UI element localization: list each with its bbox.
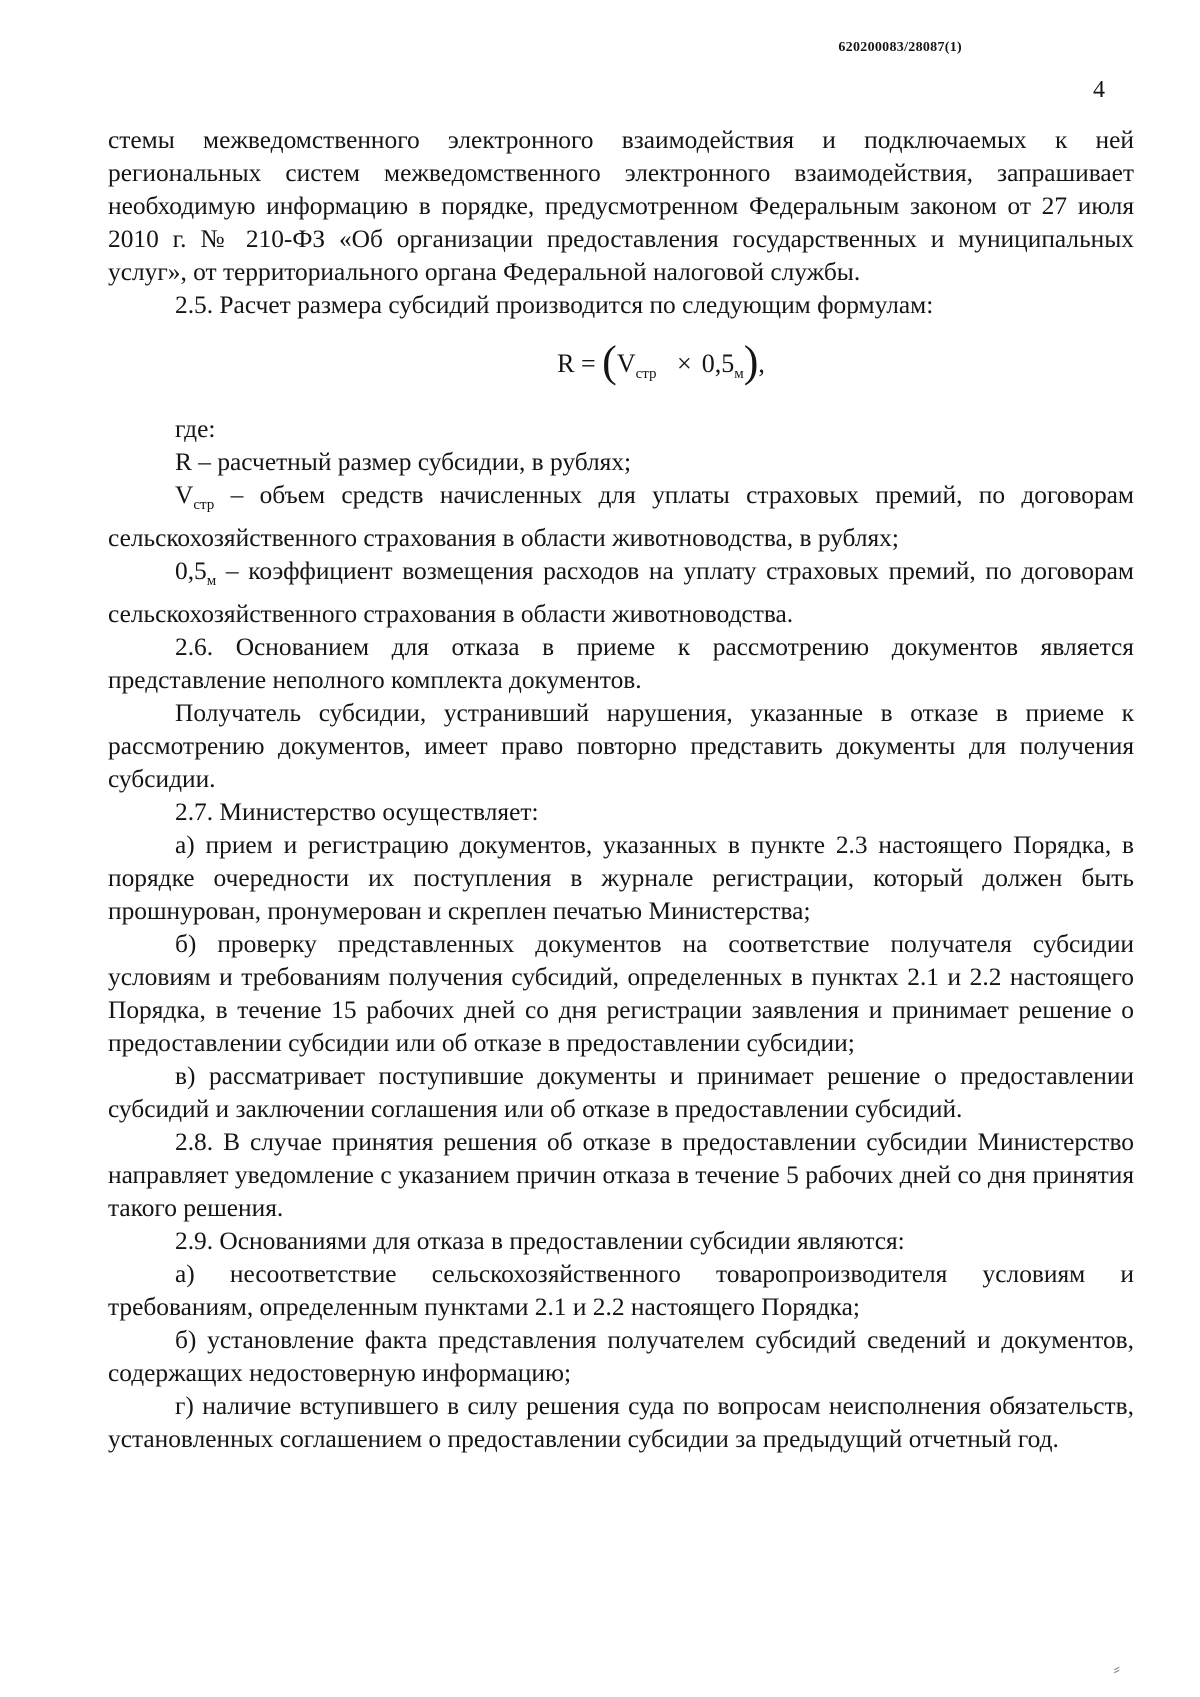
paragraph-2-5: 2.5. Расчет размера субсидий производится по следующим формулам: <box>175 291 934 319</box>
definition-v-symbol: V <box>175 481 194 509</box>
definition-k-sub: м <box>206 573 217 590</box>
page-number: 4 <box>1093 77 1105 103</box>
paragraph-2-7-v: в) рассматривает поступившие документы и принимает решение о предоставлении субсидий и заключении соглашения или об отказе в предоставлении субсидий. <box>108 1062 1134 1124</box>
paragraph-continuation: стемы межведомственного электронного взаимодействия и подключаемых к ней региональных систем межведомственного электронного взаимодействия, запрашивает необходимую информацию в порядке, предусмотренном Федеральным законом от 27 июля 2010 г. № 210-ФЗ «Об организации предоставления государственных и муниципальных услуг», от территориального органа Федеральной налоговой службы. <box>108 126 1134 286</box>
formula-v: V <box>616 349 636 378</box>
definition-k-symbol: 0,5 <box>175 557 207 586</box>
document-body <box>108 124 1134 1456</box>
definition-r: R – расчетный размер субсидии, в рублях; <box>175 448 632 476</box>
definition-k <box>108 555 1134 631</box>
formula-open-paren: ( <box>602 337 617 386</box>
paragraph-2-8: 2.8. В случае принятия решения об отказе в предоставлении субсидии Министерство направляет уведомление с указанием причин отказа в течение 5 рабочих дней со дня принятия такого решения. <box>108 1128 1134 1223</box>
definition-v-sub: стр <box>193 497 215 514</box>
paragraph-2-7: 2.7. Министерство осуществляет: <box>175 798 539 827</box>
paragraph-2-9-g: г) наличие вступившего в силу решения суда по вопросам неисполнения обязательств, установленных соглашением о предоставлении субсидии за предыдущий отчетный год. <box>108 1392 1134 1454</box>
where-label: где: <box>175 415 216 443</box>
formula-times: × <box>677 349 692 378</box>
formula-close-paren: ) <box>743 337 759 386</box>
formula-lhs: R = <box>557 349 596 378</box>
paragraph-2-7-a: а) прием и регистрацию документов, указанных в пункте 2.3 настоящего Порядка, в порядке очередности их поступления в журнале регистрации, который должен быть прошнурован, пронумерован и скреплен печатью Министерства; <box>108 831 1134 926</box>
subsidy-formula <box>108 336 1134 388</box>
formula-k-sub: м <box>734 366 744 383</box>
formula-v-sub: стр <box>635 366 657 383</box>
definition-k-text: – коэффициент возмещения расходов на уплату страховых премий, по договорам сельскохозяйственного страхования в области животноводства. <box>108 557 1134 629</box>
paragraph-2-9: 2.9. Основаниями для отказа в предоставлении субсидии являются: <box>175 1227 905 1256</box>
corner-mark-icon: ⸗ <box>1113 1658 1120 1680</box>
formula-k: 0,5 <box>701 349 735 378</box>
paragraph-2-6: 2.6. Основанием для отказа в приеме к рассмотрению документов является представление неполного комплекта документов. <box>108 633 1134 695</box>
paragraph-2-6-resubmit: Получатель субсидии, устранивший нарушения, указанные в отказе в приеме к рассмотрению документов, имеет право повторно представить документы для получения субсидии. <box>108 699 1134 794</box>
formula-tail: , <box>758 349 765 378</box>
paragraph-2-9-b: б) установление факта представления получателем субсидий сведений и документов, содержащих недостоверную информацию; <box>108 1326 1134 1388</box>
paragraph-2-7-b: б) проверку представленных документов на соответствие получателя субсидии условиям и требованиям получения субсидий, определенных в пунктах 2.1 и 2.2 настоящего Порядка, в течение 15 рабочих дней со дня регистрации заявления и принимает решение о предоставлении субсидии или об отказе в предоставлении субсидии; <box>108 930 1134 1058</box>
definition-v <box>108 479 1134 555</box>
definition-v-text: – объем средств начисленных для уплаты страховых премий, по договорам сельскохозяйственного страхования в области животноводства, в рублях; <box>108 481 1134 553</box>
paragraph-2-9-a: а) несоответствие сельскохозяйственного товаропроизводителя условиям и требованиям, определенным пунктами 2.1 и 2.2 настоящего Порядка; <box>108 1260 1134 1322</box>
document-id: 620200083/28087(1) <box>838 40 962 55</box>
